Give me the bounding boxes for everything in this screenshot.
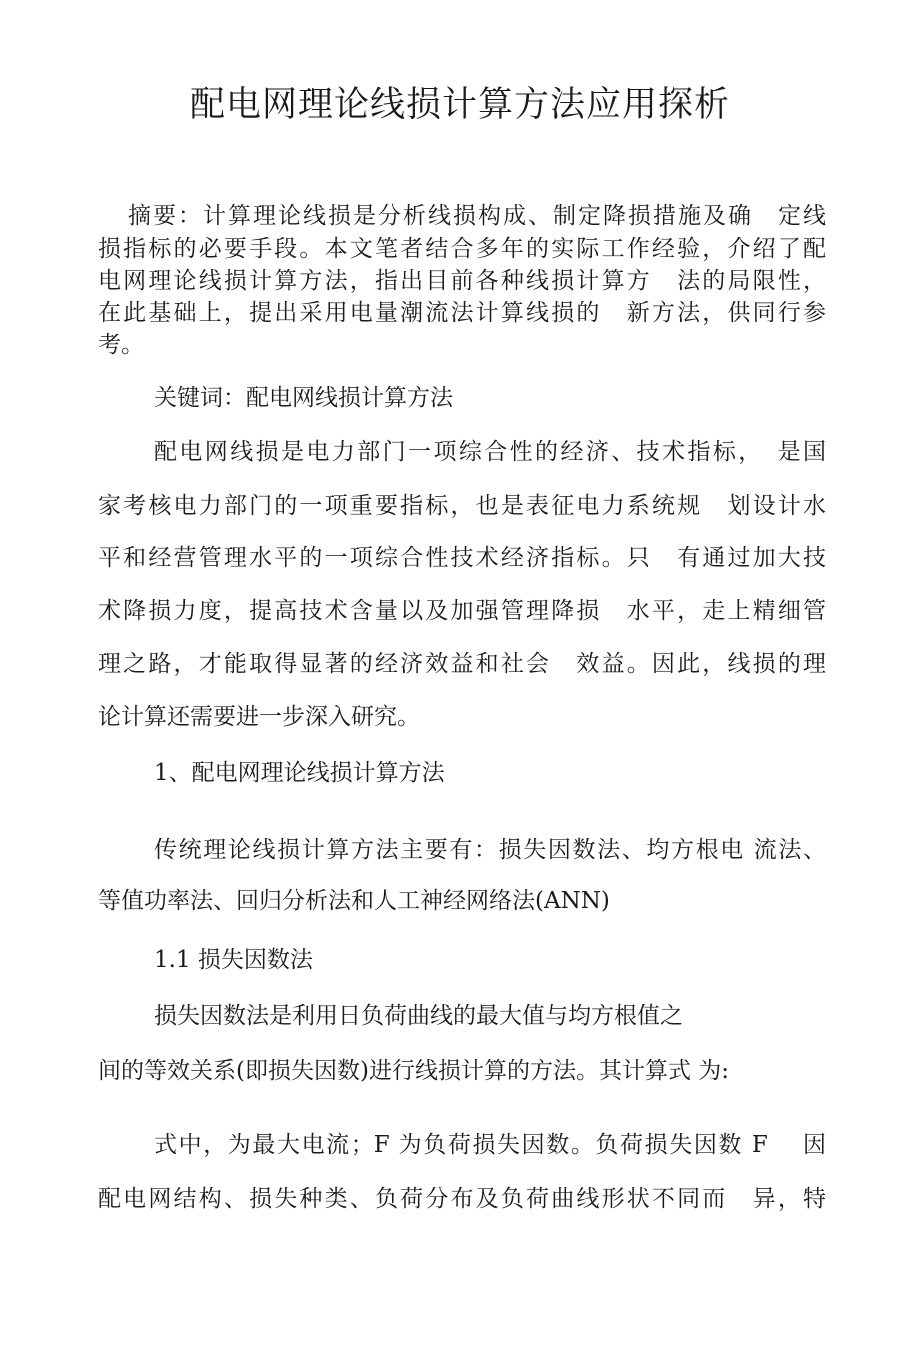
abstract-line: 在此基础上，提出采用电量潮流法计算线损的 新方法，供同行参 xyxy=(98,300,826,326)
body-line: 平和经营管理水平的一项综合性技术经济指标。只 有通过加大技 xyxy=(98,545,826,571)
body-line: 配电网结构、损失种类、负荷分布及负荷曲线形状不同而 异，特 xyxy=(98,1186,826,1212)
document-title: 配电网理论线损计算方法应用探析 xyxy=(189,85,730,125)
abstract-line: 损指标的必要手段。本文笔者结合多年的实际工作经验，介绍了配 xyxy=(98,236,826,262)
body-line: 传统理论线损计算方法主要有：损失因数法、均方根电 流法、 xyxy=(154,837,826,863)
body-line: 家考核电力部门的一项重要指标，也是表征电力系统规 划设计水 xyxy=(98,493,826,519)
section-heading: 1、配电网理论线损计算方法 xyxy=(154,760,445,786)
body-line: 理之路，才能取得显著的经济效益和社会 效益。因此，线损的理 xyxy=(98,651,826,677)
subsection-heading: 1.1 损失因数法 xyxy=(154,947,313,973)
abstract-line: 摘要：计算理论线损是分析线损构成、制定降损措施及确 定线 xyxy=(128,203,826,229)
body-line: 损失因数法是利用日负荷曲线的最大值与均方根值之 xyxy=(154,1003,683,1029)
body-line: 术降损力度，提高技术含量以及加强管理降损 水平，走上精细管 xyxy=(98,598,826,624)
abstract-line: 电网理论线损计算方法，指出目前各种线损计算方 法的局限性， xyxy=(98,268,826,294)
body-line: 论计算还需要进一步深入研究。 xyxy=(98,704,420,730)
body-line: 间的等效关系(即损失因数)进行线损计算的方法。其计算式 为: xyxy=(98,1058,730,1084)
keywords: 关键词：配电网线损计算方法 xyxy=(154,385,453,411)
body-line: 等值功率法、回归分析法和人工神经网络法(ANN) xyxy=(98,888,610,914)
abstract-line: 考。 xyxy=(98,332,144,358)
body-line: 式中，为最大电流；F 为负荷损失因数。负荷损失因数 F 因 xyxy=(154,1132,826,1158)
body-line: 配电网线损是电力部门一项综合性的经济、技术指标， 是国 xyxy=(154,439,826,465)
